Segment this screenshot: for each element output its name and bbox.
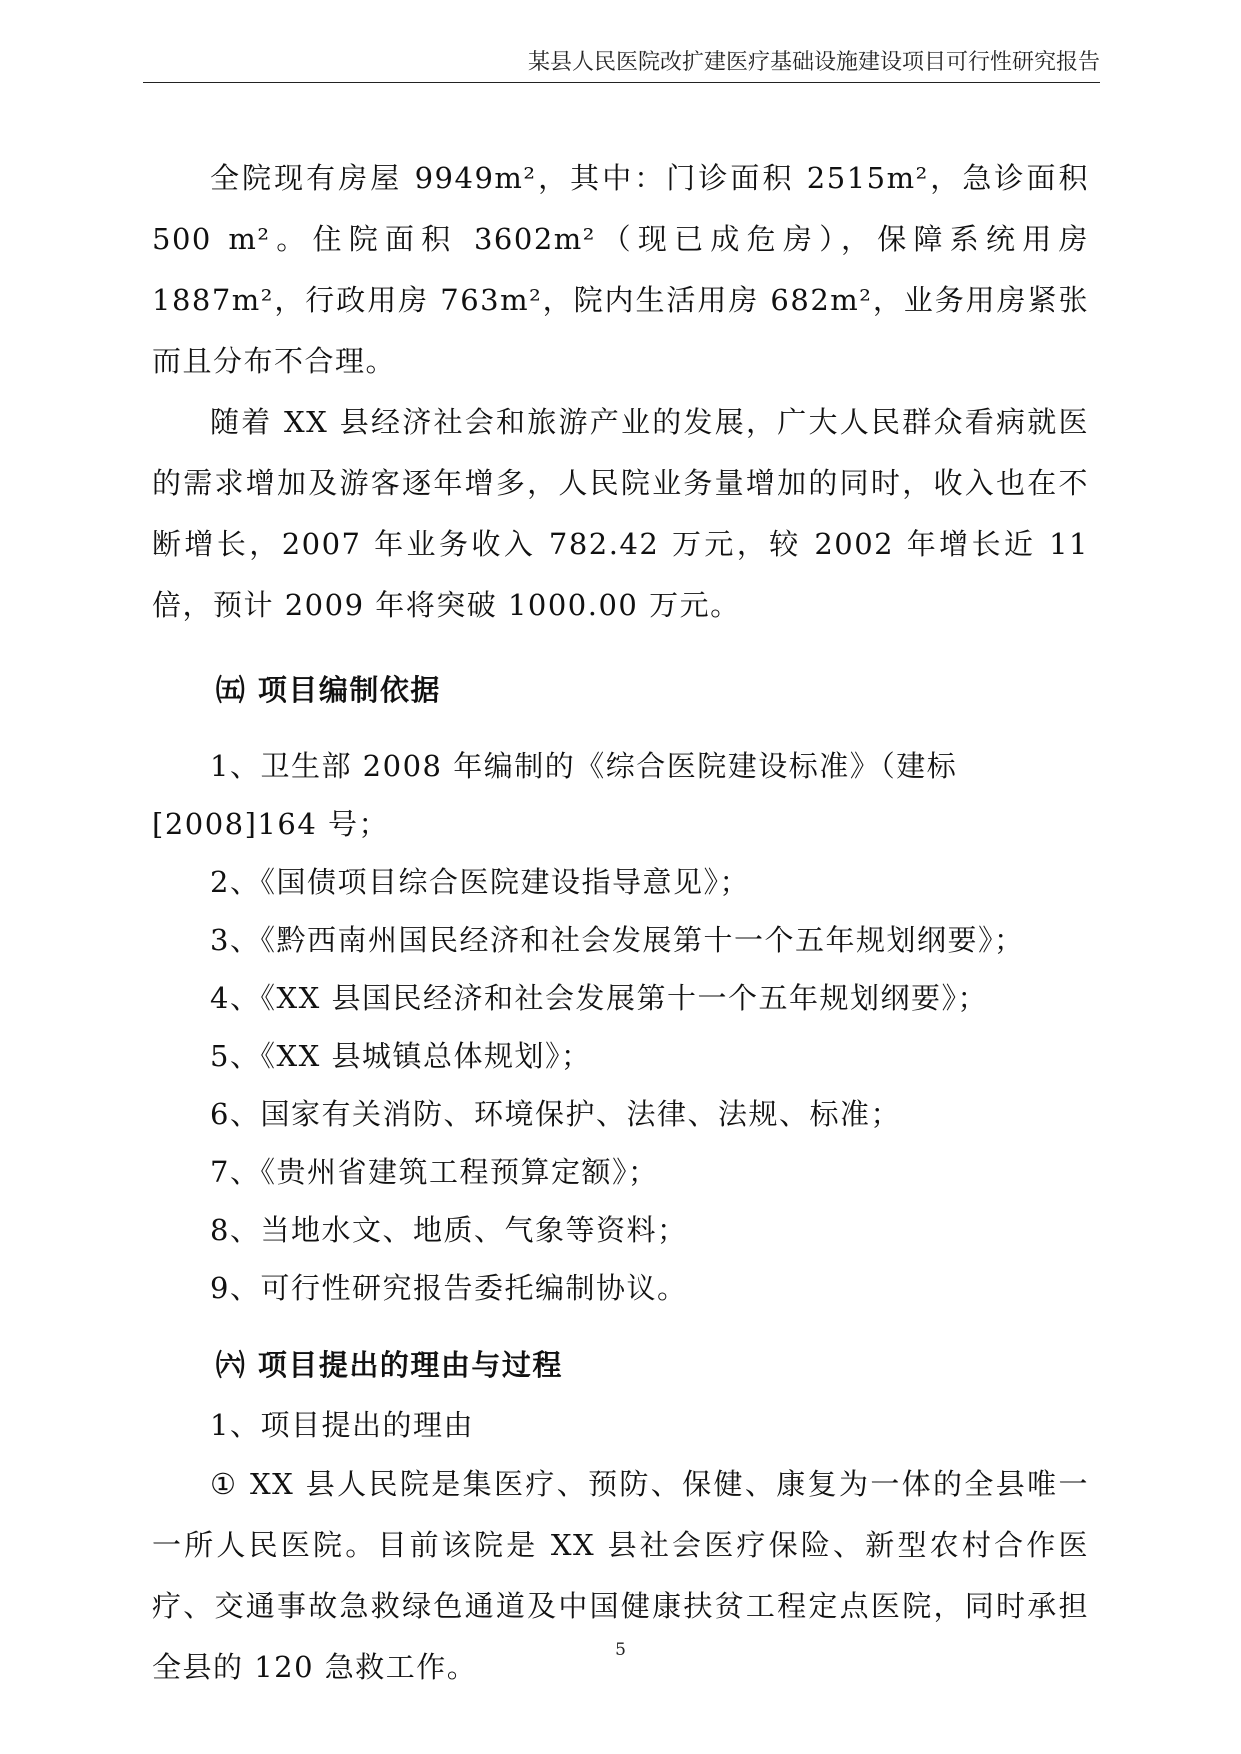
list-item: 4、《XX 县国民经济和社会发展第十一个五年规划纲要》；: [210, 981, 988, 1015]
document-body: [152, 148, 1089, 1698]
list-item: 3、《黔西南州国民经济和社会发展第十一个五年规划纲要》；: [210, 923, 1025, 957]
paragraph-business-growth: 随着 XX 县经济社会和旅游产业的发展，广大人民群众看病就医的需求增加及游客逐年增多，人民院业务量增加的同时，收入也在不断增长，2007 年业务收入 782.42 万元，较 2002 年增长近 11 倍，预计 2009 年将突破 1000.00 万元。: [152, 405, 1089, 622]
list-item: 8、当地水文、地质、气象等资料；: [210, 1213, 688, 1247]
document-title: 某县人民医院改扩建医疗基础设施建设项目可行性研究报告: [527, 50, 1100, 75]
list-item: 1、卫生部 2008 年编制的《综合医院建设标准》（建标[2008]164 号；: [152, 749, 958, 841]
list-item: 7、《贵州省建筑工程预算定额》；: [210, 1155, 659, 1189]
list-item: 9、可行性研究报告委托编制协议。: [210, 1271, 688, 1305]
page-header: [143, 48, 1100, 83]
paragraph-hospital-role: ① XX 县人民院是集医疗、预防、保健、康复为一体的全县唯一一所人民医院。目前该院是 XX 县社会医疗保险、新型农村合作医疗、交通事故急救绿色通道及中国健康扶贫工程定点医院，同时承担全县的 120 急救工作。: [152, 1467, 1089, 1684]
section-heading-basis: ㈤ 项目编制依据: [215, 673, 441, 707]
list-item: 6、国家有关消防、环境保护、法律、法规、标准；: [210, 1097, 901, 1131]
section-heading-reasons: ㈥ 项目提出的理由与过程: [215, 1348, 563, 1382]
basis-list: [152, 737, 1089, 1317]
list-item: 5、《XX 县城镇总体规划》；: [210, 1039, 592, 1073]
paragraph-building-area: 全院现有房屋 9949m²，其中：门诊面积 2515m²，急诊面积 500 m²。住院面积 3602m²（现已成危房），保障系统用房 1887m²，行政用房 763m²，院内生活用房 682m²，业务用房紧张而且分布不合理。: [152, 161, 1089, 378]
subheading-reasons: 1、项目提出的理由: [210, 1408, 474, 1442]
list-item: 2、《国债项目综合医院建设指导意见》；: [210, 865, 750, 899]
page-number: 5: [615, 1640, 626, 1660]
